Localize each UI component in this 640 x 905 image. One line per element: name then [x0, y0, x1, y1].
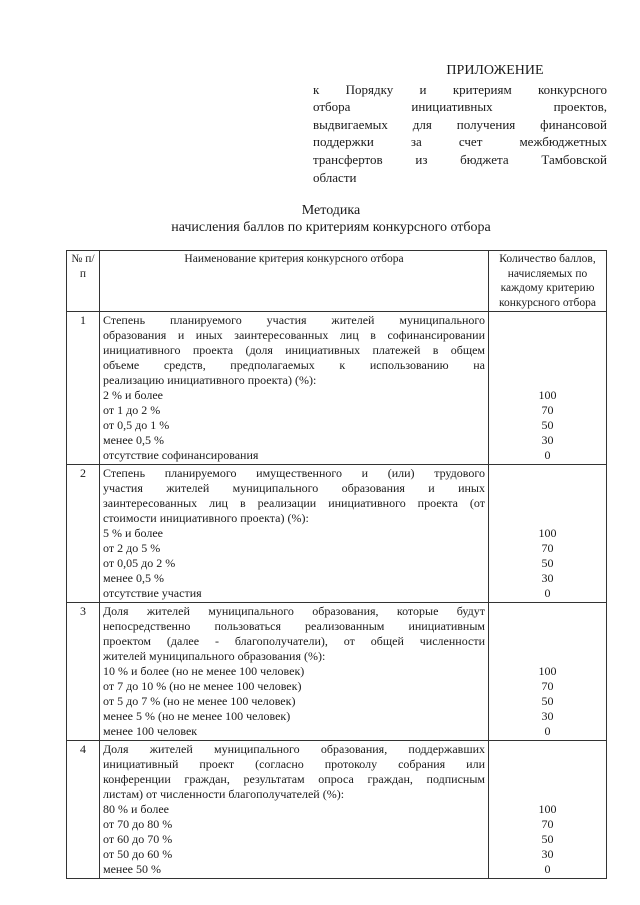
points-value: 50 [541, 556, 554, 570]
table-row [67, 603, 607, 741]
points-value: 30 [541, 571, 554, 585]
points-value: 50 [541, 832, 554, 846]
appendix-line: к Порядку и критериям конкурсного [313, 81, 607, 97]
criterion-text-line: Степень планируемого участия жителей муниципального [103, 313, 485, 327]
points-value: 100 [538, 388, 557, 402]
criterion-option: от 50 до 60 % [103, 847, 173, 861]
criterion-option: 80 % и более [103, 802, 170, 816]
points-value: 0 [544, 448, 551, 462]
table-row [67, 312, 607, 465]
points-spacer [492, 787, 603, 802]
points-spacer [492, 481, 603, 496]
criterion-option: менее 0,5 % [103, 571, 164, 585]
appendix-line: выдвигаемых для получения финансовой [313, 116, 607, 132]
criterion-option: от 5 до 7 % (но не менее 100 человек) [103, 694, 296, 708]
header-name: Наименование критерия конкурсного отбора [100, 251, 489, 312]
points-spacer [492, 619, 603, 634]
points-cell [489, 741, 607, 879]
title-line-1: Методика [301, 203, 361, 218]
criterion-option: от 2 до 5 % [103, 541, 161, 555]
points-spacer [492, 496, 603, 511]
criterion-option: менее 100 человек [103, 724, 198, 738]
criterion-option: отсутствие участия [103, 586, 202, 600]
criterion-text-line: листам) от численности благополучателей (%): [103, 787, 345, 801]
points-value: 50 [541, 694, 554, 708]
points-spacer [492, 313, 603, 328]
points-value: 30 [541, 433, 554, 447]
criterion-option: от 1 до 2 % [103, 403, 161, 417]
points-spacer [492, 742, 603, 757]
criterion-text-line: непосредственно пользоваться реализованным инициативным [103, 619, 485, 633]
points-spacer [492, 511, 603, 526]
points-value: 70 [541, 403, 554, 417]
appendix-line: поддержки за счет межбюджетных [313, 134, 607, 150]
criterion-option: от 60 до 70 % [103, 832, 173, 846]
criterion-option: менее 50 % [103, 862, 161, 876]
criterion-option: 10 % и более (но не менее 100 человек) [103, 664, 305, 678]
points-spacer [492, 328, 603, 343]
points-spacer [492, 604, 603, 619]
criterion-option: отсутствие софинансирования [103, 448, 259, 462]
appendix-line: трансфертов из бюджета Тамбовской [313, 151, 607, 167]
points-cell [489, 465, 607, 603]
points-spacer [492, 373, 603, 388]
header-points: Количество баллов, начисляемых по каждому критерию конкурсного отбора [489, 251, 607, 312]
points-value: 30 [541, 709, 554, 723]
document-title [66, 202, 596, 236]
criterion-option: менее 0,5 % [103, 433, 164, 447]
appendix-line: отбора инициативных проектов, [313, 99, 607, 115]
table-row [67, 465, 607, 603]
row-number: 4 [67, 741, 100, 879]
criterion-option: менее 5 % (но не менее 100 человек) [103, 709, 291, 723]
criterion-cell [100, 603, 489, 741]
points-spacer [492, 343, 603, 358]
points-spacer [492, 358, 603, 373]
points-spacer [492, 649, 603, 664]
criteria-table [66, 250, 607, 879]
criterion-text-line: Степень планируемого имущественного и (или) трудового [103, 466, 485, 480]
points-value: 100 [538, 664, 557, 678]
appendix-line: области [313, 169, 357, 185]
criterion-option: от 70 до 80 % [103, 817, 173, 831]
criterion-cell [100, 741, 489, 879]
points-cell [489, 603, 607, 741]
points-spacer [492, 634, 603, 649]
points-value: 50 [541, 418, 554, 432]
criterion-text-line: образования и иных заинтересованных лиц в софинансировании [103, 328, 485, 342]
criterion-text-line: проектом (далее - благополучатели), от общей численности [103, 634, 485, 648]
criterion-option: от 0,05 до 2 % [103, 556, 176, 570]
criterion-cell [100, 312, 489, 465]
points-value: 30 [541, 847, 554, 861]
criterion-option: от 0,5 до 1 % [103, 418, 170, 432]
title-line-2: начисления баллов по критериям конкурсного отбора [171, 220, 491, 235]
points-spacer [492, 757, 603, 772]
criterion-option: от 7 до 10 % (но не менее 100 человек) [103, 679, 302, 693]
row-number: 2 [67, 465, 100, 603]
criterion-text-line: Доля жителей муниципального образования, которые будут [103, 604, 485, 618]
row-number: 1 [67, 312, 100, 465]
points-value: 0 [544, 724, 551, 738]
points-value: 70 [541, 817, 554, 831]
criterion-text-line: объеме средств, предполагаемых к использованию на [103, 358, 485, 372]
points-spacer [492, 772, 603, 787]
points-value: 100 [538, 802, 557, 816]
appendix-heading: ПРИЛОЖЕНИЕ [446, 63, 544, 78]
criterion-text-line: инициативного проекта (доля инициативных платежей в общем [103, 343, 485, 357]
criterion-text-line: конференции граждан, результатам опроса граждан, подписным [103, 772, 485, 786]
points-value: 70 [541, 679, 554, 693]
points-spacer [492, 466, 603, 481]
table-header-row [67, 251, 607, 312]
criterion-text-line: участия жителей муниципального образования и иных [103, 481, 485, 495]
criterion-text-line: жителей муниципального образования (%): [103, 649, 326, 663]
points-cell [489, 312, 607, 465]
criterion-option: 5 % и более [103, 526, 164, 540]
points-value: 0 [544, 862, 551, 876]
criterion-cell [100, 465, 489, 603]
header-num: № п/п [67, 251, 100, 312]
criterion-text-line: инициативный проект (согласно протоколу собрания или [103, 757, 485, 771]
appendix-block [313, 62, 607, 186]
criterion-text-line: Доля жителей муниципального образования, поддержавших [103, 742, 485, 756]
row-number: 3 [67, 603, 100, 741]
criterion-text-line: реализацию инициативного проекта) (%): [103, 373, 317, 387]
points-value: 100 [538, 526, 557, 540]
criterion-text-line: заинтересованных лиц в реализации инициативного проекта (от [103, 496, 485, 510]
table-row [67, 741, 607, 879]
criterion-text-line: стоимости инициативного проекта) (%): [103, 511, 309, 525]
criterion-option: 2 % и более [103, 388, 164, 402]
points-value: 70 [541, 541, 554, 555]
points-value: 0 [544, 586, 551, 600]
